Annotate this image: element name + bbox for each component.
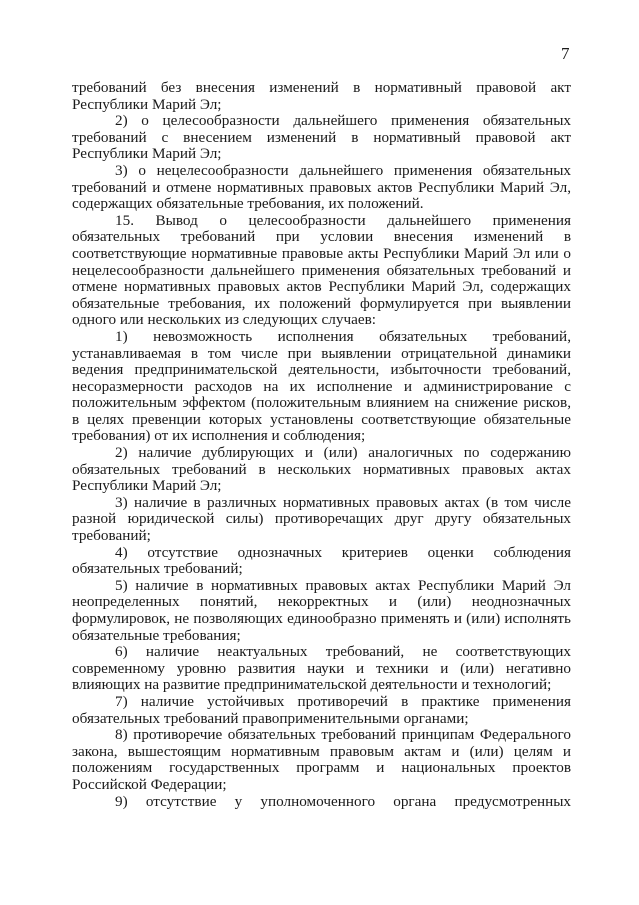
paragraph-case-2: 2) наличие дублирующих и (или) аналогичных по содержанию обязательных требований в нескольких нормативных правовых актах Республики Марий Эл; (72, 444, 571, 495)
paragraph-case-3: 3) наличие в различных нормативных правовых актах (в том числе разной юридической силы) противоречащих друг другу обязательных требований; (72, 493, 571, 545)
paragraph-case-6: 6) наличие неактуальных требований, не соответствующих современному уровню развития науки и техники и (или) негативно влияющих на развитие предпринимательской деятельности и технологий; (72, 643, 571, 694)
paragraph-case-8: 8) противоречие обязательных требований принципам Федерального закона, вышестоящим нормативным правовым актам и (или) целям и положениям государственных программ и национальных проектов Российской Федерации; (72, 726, 571, 793)
paragraph-clause-15: 15. Вывод о целесообразности дальнейшего применения обязательных требований при условии внесения изменений в соответствующие нормативные правовые акты Республики Марий Эл или о нецелесообразности дальнейшего применения обязательных требований и отмене нормативных правовых актов Республики Марий Эл, содержащих обязательные требования, их положений формулируется при выявлении одного или нескольких из следующих случаев: (72, 211, 571, 329)
paragraph-case-7: 7) наличие устойчивых противоречий в практике применения обязательных требований правоприменительными органами; (72, 692, 571, 727)
paragraph-case-9: 9) отсутствие у уполномоченного органа предусмотренных (115, 792, 571, 810)
paragraph-case-4: 4) отсутствие однозначных критериев оценки соблюдения обязательных требований; (72, 543, 571, 578)
document-body (72, 80, 571, 810)
paragraph-continuation: требований без внесения изменений в нормативный правовой акт Республики Марий Эл; (72, 79, 571, 113)
page-number: 7 (561, 44, 570, 63)
paragraph-case-5: 5) наличие в нормативных правовых актах Республики Марий Эл неопределенных понятий, некорректных и (или) неоднозначных формулировок, не позволяющих единообразно применять и (или) исполнять обязательные требования; (72, 576, 571, 644)
paragraph-case-1: 1) невозможность исполнения обязательных требований, устанавливаемая в том числе при выявлении отрицательной динамики ведения предпринимательской деятельности, избыточности требований, несоразмерности расходов на их исполнение и администрирование с положительным эффектом (положительным влиянием на снижение рисков, в целях превенции которых установлены соответствующие обязательные требования) от их исполнения и соблюдения; (72, 327, 571, 445)
paragraph-item-2: 2) о целесообразности дальнейшего применения обязательных требований с внесением изменений в нормативный правовой акт Республики Марий Эл; (72, 112, 571, 163)
paragraph-item-3: 3) о нецелесообразности дальнейшего применения обязательных требований и отмене нормативных правовых актов Республики Марий Эл, содержащих обязательные требования, их положений. (72, 161, 571, 213)
